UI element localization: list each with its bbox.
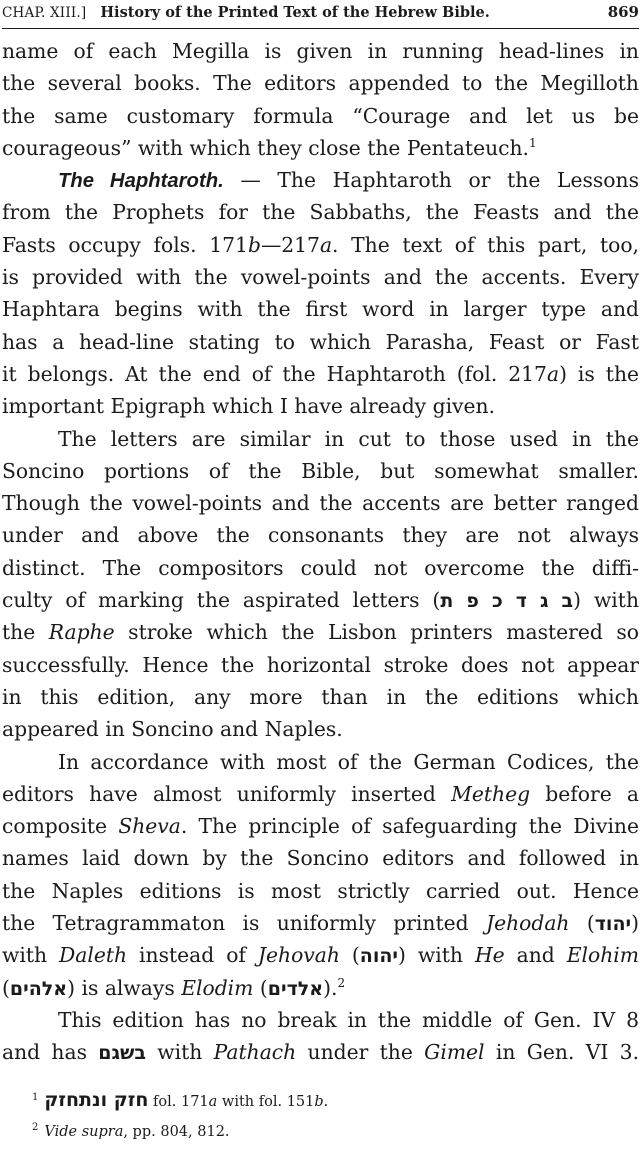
- text-run: Fasts occupy fols. 171: [2, 232, 248, 257]
- text-line: [2, 746, 639, 778]
- hebrew-text: חזק ונתחזק: [44, 1088, 149, 1111]
- italic-text: a: [319, 232, 333, 257]
- text-run: in Gen. VI 3.: [484, 1040, 639, 1065]
- text-run: instead of: [127, 943, 258, 968]
- text-line: [2, 584, 639, 616]
- italic-text: Pathach: [213, 1040, 297, 1065]
- text-run: —217: [260, 232, 320, 257]
- text-run: composite: [2, 814, 119, 839]
- italic-text: Vide supra: [44, 1123, 124, 1140]
- footnote-marker: 1: [32, 1091, 39, 1103]
- text-line: [2, 519, 639, 551]
- text-run: editors have almost uniformly inserted: [2, 781, 452, 806]
- text-line: [2, 358, 639, 390]
- footnote-marker: 2: [32, 1121, 39, 1133]
- text-run: culty of marking the aspirated letters (: [2, 588, 441, 613]
- text-line: [2, 810, 639, 842]
- text-run: (: [569, 911, 595, 936]
- text-line: [2, 423, 639, 455]
- text-line: [2, 164, 639, 196]
- footnote-reference: 2: [337, 975, 346, 990]
- text-run: it belongs. At the end of the Haphtaroth (fol. 217: [2, 361, 547, 386]
- body-text: [2, 35, 639, 1069]
- text-line: [2, 132, 639, 164]
- text-line: [2, 972, 639, 1004]
- italic-text: b: [247, 232, 261, 257]
- text-run: courageous” with which they close the Pentateuch.: [2, 135, 529, 160]
- text-run: The letters are similar in cut to those used in the: [58, 426, 639, 451]
- text-run: .: [323, 1093, 329, 1110]
- footnote: [2, 1085, 639, 1115]
- text-line: [2, 875, 639, 907]
- text-line: [2, 326, 639, 358]
- text-run: (: [253, 975, 268, 1000]
- footnote-reference: 1: [529, 135, 537, 150]
- text-run: and has: [2, 1040, 99, 1065]
- text-run: in this edition, any more than in the editions which: [2, 684, 639, 709]
- text-line: [2, 455, 639, 487]
- text-run: from the Prophets for the Sabbaths, the Feasts and the: [2, 200, 639, 225]
- running-header: [2, 0, 639, 29]
- text-run: before a: [530, 781, 639, 806]
- text-run: the several books. The editors appended to the Megilloth: [2, 71, 639, 96]
- text-run: appeared in Soncino and Naples.: [2, 717, 343, 742]
- text-line: [2, 1036, 639, 1068]
- hebrew-text: יהוד: [594, 913, 632, 936]
- italic-text: a: [208, 1093, 218, 1110]
- hebrew-text: בשגם: [98, 1042, 147, 1065]
- text-line: [2, 713, 639, 745]
- text-line: [2, 939, 639, 971]
- italic-text: Jehodah: [485, 911, 570, 936]
- text-run: with: [2, 943, 60, 968]
- italic-text: a: [546, 361, 560, 386]
- text-line: [2, 487, 639, 519]
- text-run: name of each Megilla is given in running head-lines in: [2, 39, 639, 63]
- text-run: ) with: [573, 588, 639, 613]
- text-run: under the: [296, 1040, 425, 1065]
- text-run: the Tetragrammaton is uniformly printed: [2, 911, 486, 936]
- text-run: ).: [323, 975, 338, 1000]
- text-run: (: [2, 975, 10, 1000]
- text-run: and: [504, 943, 567, 968]
- running-title: History of the Printed Text of the Hebrew Bible.: [100, 4, 490, 21]
- text-run: stroke which the Lisbon printers mastered so: [114, 620, 639, 645]
- chapter-label: CHAP. XIII.]: [2, 5, 87, 21]
- italic-text: Sheva: [118, 814, 181, 839]
- text-run: fol. 171: [148, 1093, 209, 1110]
- text-line: [2, 552, 639, 584]
- text-line: [2, 35, 639, 67]
- text-line: [2, 261, 639, 293]
- footnotes: [2, 1085, 639, 1145]
- page-number: 869: [607, 3, 639, 21]
- text-run: ): [631, 911, 639, 936]
- italic-text: Metheg: [451, 781, 531, 806]
- italic-text: Jehovah: [257, 943, 340, 968]
- text-line: [2, 100, 639, 132]
- text-line: [2, 616, 639, 648]
- text-line: [2, 778, 639, 810]
- text-run: under and above the consonants they are not always: [2, 523, 639, 548]
- hebrew-text: אלהים: [9, 977, 68, 1000]
- text-run: with: [146, 1040, 214, 1065]
- text-line: [2, 649, 639, 681]
- italic-text: Gimel: [424, 1040, 485, 1065]
- text-run: Soncino portions of the Bible, but somewhat smaller.: [2, 458, 639, 483]
- text-line: [2, 681, 639, 713]
- text-run: is provided with the vowel-points and the accents. Every: [2, 265, 639, 290]
- text-line: [2, 842, 639, 874]
- text-run: has a head-line stating to which Parasha, Feast or Fast: [2, 329, 639, 354]
- text-run: the Naples editions is most strictly carried out. Hence: [2, 878, 639, 903]
- text-line: [2, 293, 639, 325]
- text-run: distinct. The compositors could not overcome the diffi-: [2, 555, 639, 580]
- text-run: , pp. 804, 812.: [123, 1123, 230, 1140]
- italic-text: Daleth: [59, 943, 128, 968]
- text-run: . The principle of safeguarding the Divine: [180, 814, 639, 839]
- text-run: In accordance with most of the German Codices, the: [58, 749, 639, 774]
- text-run: ) is the: [559, 361, 639, 386]
- italic-text: b: [314, 1093, 324, 1110]
- text-line: [2, 229, 639, 261]
- hebrew-text: אלדים: [267, 977, 324, 1000]
- text-run: names laid down by the Soncino editors and followed in: [2, 846, 639, 871]
- text-run: ) is always: [67, 975, 182, 1000]
- section-heading: The Haphtaroth.: [58, 170, 224, 193]
- text-run: — The Haphtaroth or the Lessons: [223, 168, 639, 193]
- text-run: Haphtara begins with the first word in larger type and: [2, 297, 639, 322]
- text-run: successfully. Hence the horizontal stroke does not appear: [2, 652, 639, 677]
- text-run: ) with: [398, 943, 475, 968]
- text-run: the: [2, 620, 49, 645]
- text-run: Though the vowel-points and the accents are better ranged: [2, 491, 639, 516]
- text-run: important Epigraph which I have already given.: [2, 394, 496, 419]
- footnote: [2, 1115, 639, 1145]
- italic-text: Elodim: [181, 975, 254, 1000]
- text-run: with fol. 151: [217, 1093, 315, 1110]
- hebrew-text: ב ג ד כ פ ת: [440, 590, 574, 613]
- text-line: [2, 907, 639, 939]
- text-run: (: [339, 943, 360, 968]
- text-line: [2, 390, 639, 422]
- text-line: [2, 196, 639, 228]
- italic-text: Raphe: [48, 620, 115, 645]
- text-run: . The text of this part, too,: [332, 232, 639, 257]
- text-run: This edition has no break in the middle of Gen. IV 8: [58, 1007, 639, 1032]
- italic-text: He: [474, 943, 505, 968]
- text-line: [2, 67, 639, 99]
- text-run: the same customary formula “Courage and let us be: [2, 103, 639, 128]
- italic-text: Elohim: [566, 943, 639, 968]
- text-line: [2, 1004, 639, 1036]
- hebrew-text: יהוה: [359, 945, 399, 968]
